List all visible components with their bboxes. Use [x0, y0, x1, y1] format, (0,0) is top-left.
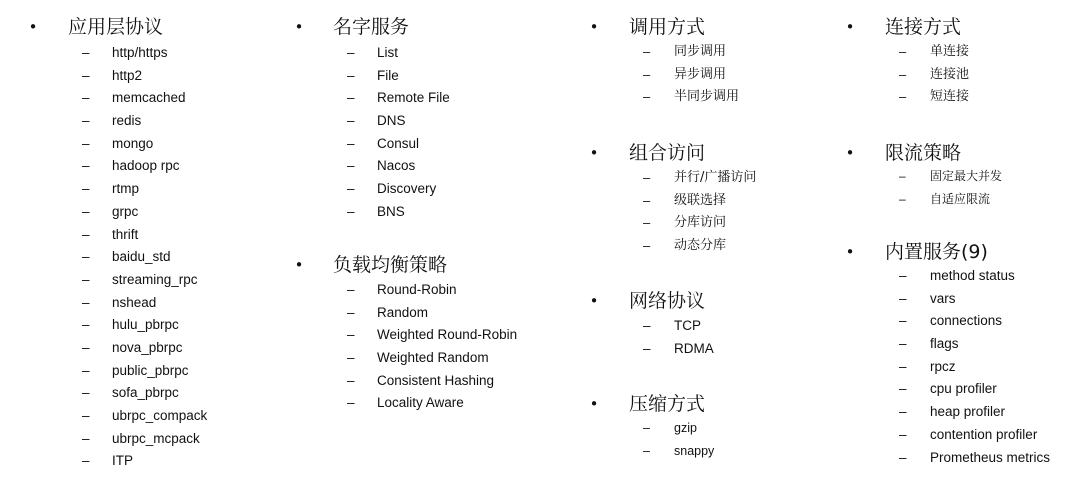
bullet-icon: • — [294, 18, 304, 36]
dash-icon: – — [347, 203, 355, 219]
section-title: 组合访问 — [629, 142, 706, 164]
dash-icon: – — [347, 45, 355, 60]
dash-icon: – — [82, 67, 90, 83]
dash-icon: – — [82, 362, 90, 378]
dash-icon: – — [82, 453, 90, 469]
bullet-icon: • — [845, 243, 855, 261]
dash-icon: – — [82, 135, 90, 151]
section-title: 应用层协议 — [68, 16, 164, 38]
bullet-icon: • — [845, 18, 855, 36]
dash-icon: – — [82, 385, 90, 401]
dash-icon: – — [82, 181, 90, 197]
dash-icon: – — [643, 340, 651, 356]
dash-icon: – — [347, 135, 355, 151]
bullet-icon: • — [28, 18, 38, 36]
dash-icon: – — [82, 430, 90, 446]
dash-icon: – — [82, 339, 90, 355]
bullet-icon: • — [845, 144, 855, 162]
bullet-icon: • — [294, 256, 304, 274]
bullet-icon: • — [589, 18, 599, 36]
section-title: 内置服务(9) — [885, 241, 988, 263]
dash-icon: – — [899, 66, 907, 82]
dash-icon: – — [82, 294, 90, 310]
dash-icon: – — [899, 290, 907, 306]
dash-icon: – — [643, 66, 651, 82]
dash-icon: – — [82, 113, 90, 129]
dash-icon: – — [899, 449, 907, 465]
dash-icon: – — [347, 304, 355, 320]
dash-icon: – — [899, 426, 907, 442]
dash-icon: – — [643, 89, 651, 105]
dash-icon: – — [643, 443, 650, 458]
dash-icon: – — [82, 158, 90, 174]
dash-icon: – — [899, 313, 907, 329]
dash-icon: – — [347, 372, 355, 388]
dash-icon: – — [899, 268, 907, 283]
dash-icon: – — [347, 282, 355, 297]
dash-icon: – — [82, 226, 90, 242]
dash-icon: – — [82, 90, 90, 106]
dash-icon: – — [899, 44, 907, 59]
dash-icon: – — [643, 44, 651, 59]
bullet-icon: • — [589, 395, 599, 413]
section-title: 限流策略 — [885, 142, 962, 164]
dash-icon: – — [347, 67, 355, 83]
dash-icon: – — [899, 404, 907, 420]
dash-icon: – — [899, 191, 906, 206]
section-title: 压缩方式 — [629, 393, 706, 415]
dash-icon: – — [82, 249, 90, 265]
dash-icon: – — [347, 158, 355, 174]
dash-icon: – — [643, 192, 651, 208]
dash-icon: – — [899, 169, 906, 183]
dash-icon: – — [899, 336, 907, 352]
dash-icon: – — [347, 90, 355, 106]
dash-icon: – — [643, 238, 651, 254]
dash-icon: – — [82, 317, 90, 333]
dash-icon: – — [899, 381, 907, 397]
dash-icon: – — [347, 113, 355, 129]
dash-icon: – — [899, 358, 907, 374]
bullet-icon: • — [589, 292, 599, 310]
dash-icon: – — [643, 318, 651, 333]
section-title: 负载均衡策略 — [333, 254, 448, 276]
section-title: 调用方式 — [629, 16, 706, 38]
section-title: 网络协议 — [629, 290, 706, 312]
dash-icon: – — [643, 215, 651, 231]
dash-icon: – — [347, 350, 355, 366]
dash-icon: – — [899, 89, 907, 105]
dash-icon: – — [347, 181, 355, 197]
dash-icon: – — [82, 45, 90, 60]
dash-icon: – — [347, 395, 355, 411]
dash-icon: – — [82, 408, 90, 423]
section-title: 连接方式 — [885, 16, 962, 38]
section-title: 名字服务 — [333, 16, 410, 38]
dash-icon: – — [82, 271, 90, 287]
dash-icon: – — [643, 170, 651, 185]
bullet-icon: • — [589, 144, 599, 162]
dash-icon: – — [82, 203, 90, 219]
dash-icon: – — [347, 327, 355, 343]
dash-icon: – — [643, 421, 650, 435]
